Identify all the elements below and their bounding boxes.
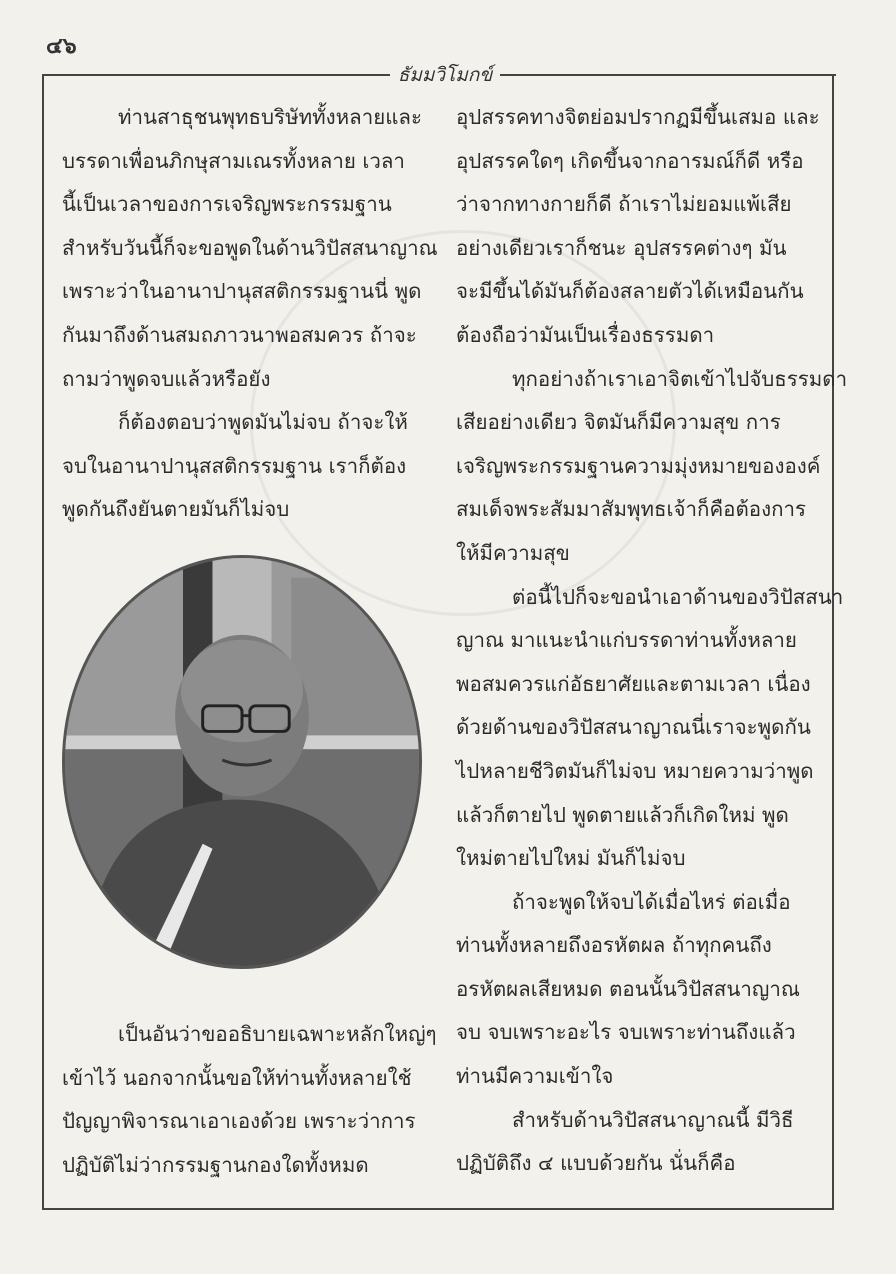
text-line: ทุกอย่างถ้าเราเอาจิตเข้าไปจับธรรมดา bbox=[512, 366, 848, 391]
left-column-top-text bbox=[62, 96, 438, 532]
page-number: ๔๖ bbox=[46, 33, 77, 59]
text-line: ปัญญาพิจารณาเอาเองด้วย เพราะว่าการ bbox=[62, 1109, 416, 1134]
monk-portrait-image bbox=[65, 558, 419, 966]
text-line: เสียอย่างเดียว จิตมันก็มีความสุข การ bbox=[456, 410, 781, 435]
text-line: พูดกันถึงยันตายมันก็ไม่จบ bbox=[62, 497, 290, 522]
text-line: นี้เป็นเวลาของการเจริญพระกรรมฐาน bbox=[62, 192, 392, 217]
text-line: ใหม่ตายไปใหม่ มันก็ไม่จบ bbox=[456, 846, 686, 871]
text-line: อรหัตผลเสียหมด ตอนนั้นวิปัสสนาญาณ bbox=[456, 976, 800, 1001]
text-line: ก็ต้องตอบว่าพูดมันไม่จบ ถ้าจะให้ bbox=[118, 410, 408, 435]
text-line: ท่านทั้งหลายถึงอรหัตผล ถ้าทุกคนถึง bbox=[456, 933, 772, 958]
text-line: เจริญพระกรรมฐานความมุ่งหมายขององค์ bbox=[456, 453, 821, 478]
text-line: สมเด็จพระสัมมาสัมพุทธเจ้าก็คือต้องการ bbox=[456, 497, 807, 522]
text-line: จะมีขึ้นได้มันก็ต้องสลายตัวได้เหมือนกัน bbox=[456, 279, 804, 304]
text-line: อุปสรรคทางจิตย่อมปรากฏมีขึ้นเสมอ และ bbox=[456, 105, 820, 129]
text-line: แล้วก็ตายไป พูดตายแล้วก็เกิดใหม่ พูด bbox=[456, 802, 789, 827]
text-line: ไปหลายชีวิตมันก็ไม่จบ หมายความว่าพูด bbox=[456, 758, 814, 783]
text-line: ญาณ มาแนะนำแก่บรรดาท่านทั้งหลาย bbox=[456, 628, 797, 653]
text-line: เพราะว่าในอานาปานุสสติกรรมฐานนี่ พูด bbox=[62, 279, 422, 304]
text-line: กันมาถึงด้านสมถภาวนาพอสมควร ถ้าจะ bbox=[62, 322, 417, 347]
text-line: บรรดาเพื่อนภิกษุสามเณรทั้งหลาย เวลา bbox=[62, 148, 405, 173]
right-column-text bbox=[456, 96, 848, 1186]
running-title: ธัมมวิโมกข์ bbox=[397, 64, 493, 86]
text-line: ท่านสาธุชนพุทธบริษัททั้งหลายและ bbox=[118, 105, 422, 129]
text-line: เข้าไว้ นอกจากนั้นขอให้ท่านทั้งหลายใช้ bbox=[62, 1065, 412, 1090]
text-line: ว่าจากทางกายก็ดี ถ้าเราไม่ยอมแพ้เสีย bbox=[456, 192, 792, 217]
text-line: อุปสรรคใดๆ เกิดขึ้นจากอารมณ์ก็ดี หรือ bbox=[456, 148, 804, 173]
text-line: พอสมควรแก่อัธยาศัยและตามเวลา เนื่อง bbox=[456, 671, 811, 696]
text-line: ปฏิบัติถึง ๔ แบบด้วยกัน นั่นก็คือ bbox=[456, 1151, 736, 1176]
text-line: ปฏิบัติไม่ว่ากรรมฐานกองใดทั้งหมด bbox=[62, 1152, 369, 1177]
text-line: เป็นอันว่าขออธิบายเฉพาะหลักใหญ่ๆ bbox=[118, 1022, 437, 1046]
text-line: ท่านมีความเข้าใจ bbox=[456, 1064, 614, 1089]
text-line: ถ้าจะพูดให้จบได้เมื่อไหร่ ต่อเมื่อ bbox=[512, 889, 791, 914]
text-line: ให้มีความสุข bbox=[456, 540, 570, 565]
text-line: ต่อนี้ไปก็จะขอนำเอาด้านของวิปัสสนา bbox=[512, 584, 844, 609]
text-line: สำหรับด้านวิปัสสนาญาณนี้ มีวิธี bbox=[512, 1107, 794, 1132]
text-line: จบในอานาปานุสสติกรรมฐาน เราก็ต้อง bbox=[62, 453, 407, 478]
text-line: อย่างเดียวเราก็ชนะ อุปสรรคต่างๆ มัน bbox=[456, 235, 787, 260]
left-column-bottom-text bbox=[62, 1013, 437, 1187]
monk-portrait-photo bbox=[62, 555, 422, 969]
text-line: จบ จบเพราะอะไร จบเพราะท่านถึงแล้ว bbox=[456, 1020, 796, 1045]
text-line: ต้องถือว่ามันเป็นเรื่องธรรมดา bbox=[456, 322, 715, 347]
text-line: ด้วยด้านของวิปัสสนาญาณนี่เราจะพูดกัน bbox=[456, 715, 811, 740]
text-line: สำหรับวันนี้ก็จะขอพูดในด้านวิปัสสนาญาณ bbox=[62, 235, 438, 260]
text-line: ถามว่าพูดจบแล้วหรือยัง bbox=[62, 366, 271, 391]
